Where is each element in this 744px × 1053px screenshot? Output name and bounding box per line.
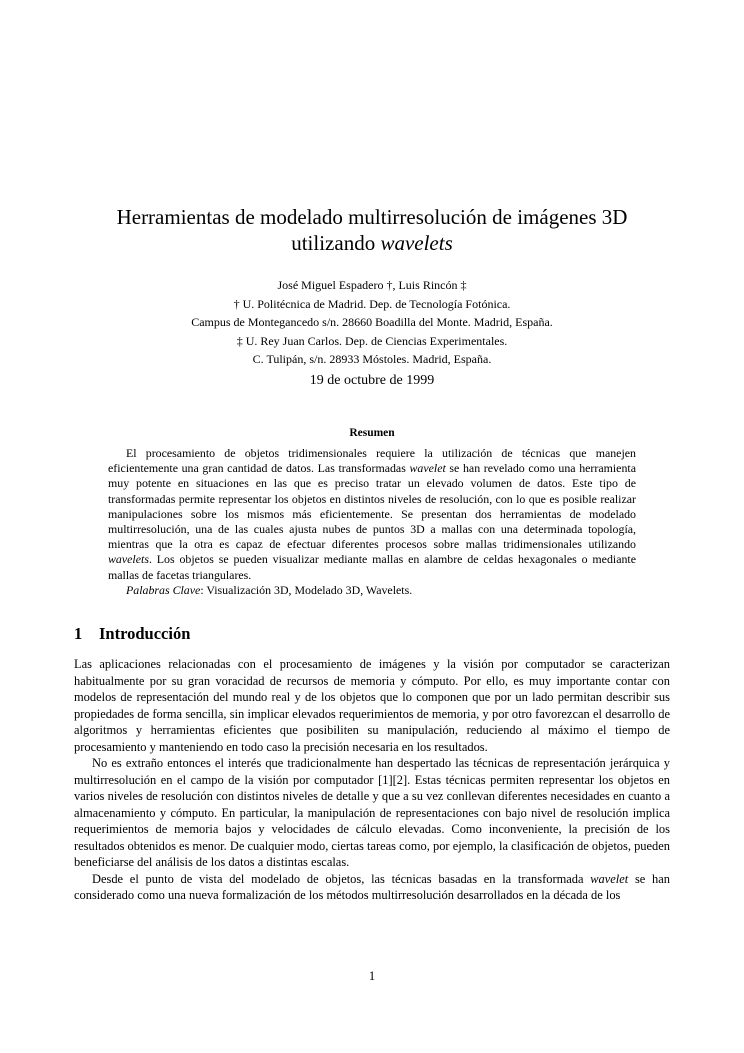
- paper-title: [74, 204, 670, 256]
- page-number: 1: [368, 969, 376, 983]
- body-paragraph-3-emphasis: wavelet: [590, 871, 629, 886]
- abstract-emphasis-1: wavelet: [409, 461, 446, 476]
- abstract-text-a: El procesamiento de objetos tridimensionales requiere la utilización de técnicas que manejen eficientemente una gran cantidad de datos. Las transformadas: [108, 446, 636, 476]
- body-paragraph-3: [74, 871, 670, 904]
- body-paragraph-3-text-b: se han considerado como una nueva formalización de los métodos multirresolución desarrollados en la década de los: [74, 871, 670, 902]
- affiliation-2: ‡ U. Rey Juan Carlos. Dep. de Ciencias Experimentales.: [236, 333, 508, 348]
- abstract-body: [108, 446, 636, 598]
- body-paragraph-3-text-a: Desde el punto de vista del modelado de objetos, las técnicas basadas en la transformada: [92, 871, 591, 886]
- abstract-text-c: . Los objetos se pueden visualizar mediante mallas en alambre de celdas hexagonales o mediante mallas de facetas triangulares.: [108, 552, 636, 582]
- body-paragraph-1: Las aplicaciones relacionadas con el procesamiento de imágenes y la visión por computador se caracterizan habitualmente por su gran voracidad de recursos de memoria y cómputo. Por ello, es muy importante contar con modelos de representación del mundo real y de los objetos que lo componen que por un lado permitan describir sus propiedades de forma sencilla, sin implicar elevados requerimientos de memoria, y por otro favorezcan el desarrollo de algoritmos y herramientas eficientes que posibiliten su manipulación, reduciendo al máximo el tiempo de procesamiento y manteniendo en todo caso la precisión necesaria en los resultados.: [74, 657, 670, 754]
- keywords-label: Palabras Clave: [126, 582, 201, 597]
- abstract-text-b: se han revelado como una herramienta muy potente en situaciones en las que es preciso tratar un elevado volumen de datos. Este tipo de transformadas permite representar los objetos en distintos niveles de resolución, con lo que es posible realizar manipulaciones sobre los mismos más eficientemente. Se presentan dos herramientas de modelado multirresolución, una de las cuales ajusta nubes de puntos 3D a mallas con una determinada topología, mientras que la otra es capaz de efectuar diferentes procesos sobre mallas tridimensionales utilizando: [108, 461, 636, 552]
- title-line-1: Herramientas de modelado multirresolución de imágenes 3D: [116, 205, 628, 229]
- address-1: Campus de Montegancedo s/n. 28660 Boadilla del Monte. Madrid, España.: [191, 315, 553, 330]
- author-block: [74, 276, 670, 369]
- section-heading: [74, 624, 670, 644]
- title-line-2-emphasis: wavelets: [380, 231, 453, 255]
- section-title: Introducción: [99, 624, 191, 643]
- abstract-emphasis-2: wavelets: [108, 552, 149, 567]
- author-names: José Miguel Espadero †, Luis Rincón ‡: [277, 278, 467, 292]
- abstract-keywords: [108, 583, 636, 598]
- keywords-text: : Visualización 3D, Modelado 3D, Wavelets.: [200, 582, 413, 597]
- section-number: 1: [74, 624, 83, 643]
- title-line-2-prefix: utilizando: [291, 231, 381, 255]
- body-paragraph-2: No es extraño entonces el interés que tradicionalmente han despertado las técnicas de representación jerárquica y multirresolución en el campo de la visión por computador [1][2]. Estas técnicas permiten representar los objetos en varios niveles de resolución con distintos niveles de detalle y que a su vez conllevan diferentes necesidades en cuanto a almacenamiento y cómputo. En particular, la manipulación de representaciones con bajo nivel de resolución implica requerimientos de memoria bajos y velocidades de cálculo elevadas. Como inconveniente, la precisión de los resultados obtenidos es menor. De cualquier modo, ciertas tareas como, por ejemplo, la clasificación de objetos, pueden beneficiarse del análisis de los datos a distintas escalas.: [74, 756, 670, 869]
- affiliation-1: † U. Politécnica de Madrid. Dep. de Tecnología Fotónica.: [233, 296, 511, 311]
- section-body: [74, 656, 670, 904]
- paper-date: 19 de octubre de 1999: [309, 373, 435, 388]
- abstract-heading: Resumen: [349, 427, 395, 439]
- abstract-paragraph: [108, 446, 636, 583]
- address-2: C. Tulipán, s/n. 28933 Móstoles. Madrid, España.: [252, 352, 492, 367]
